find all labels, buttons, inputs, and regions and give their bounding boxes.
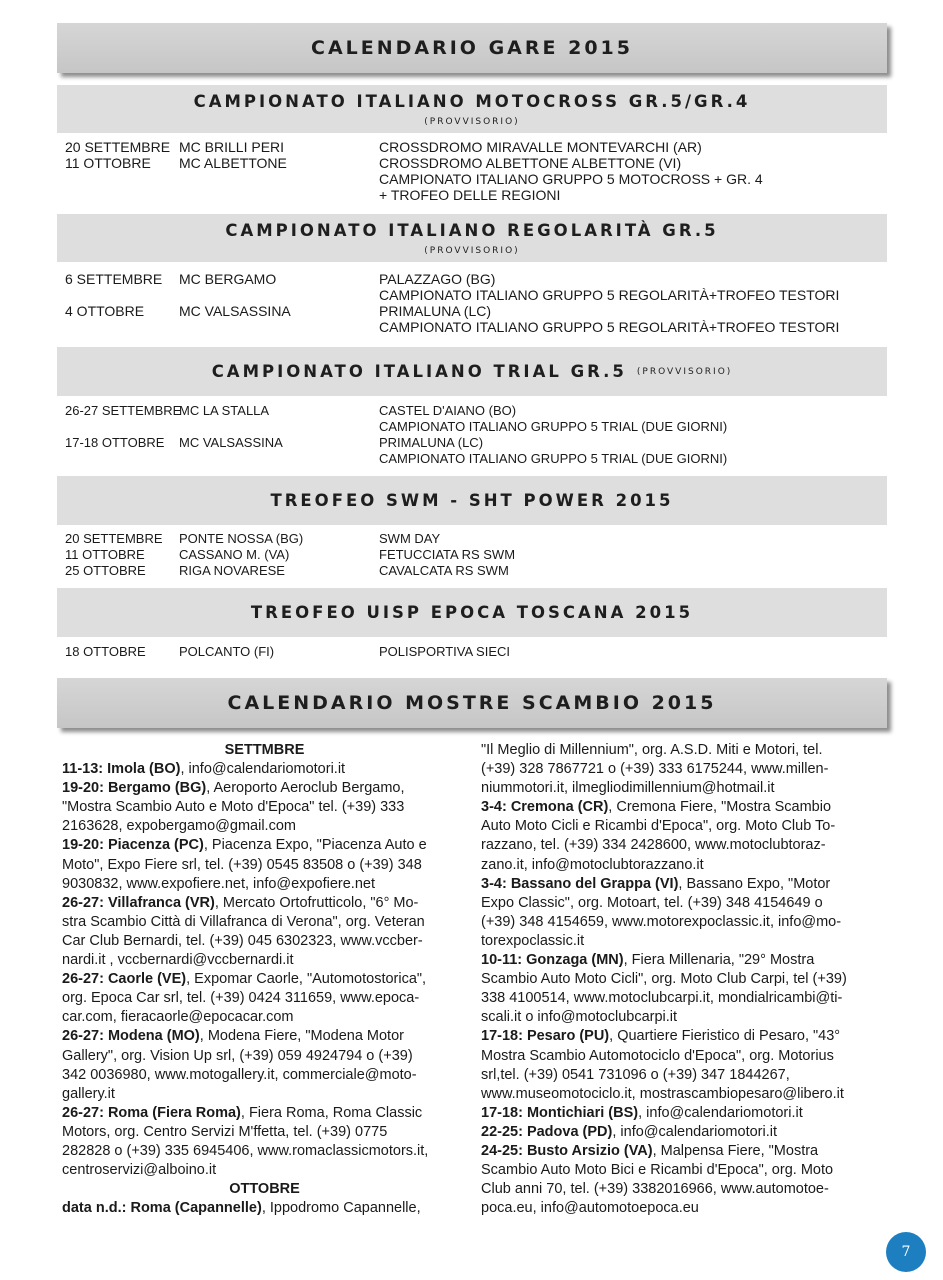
row-venue: CROSSDROMO ALBETTONE ALBETTONE (VI)	[379, 155, 682, 171]
text-line	[62, 1142, 467, 1161]
row-date: 25 OTTOBRE	[65, 563, 146, 578]
row-venue: SWM DAY	[379, 531, 441, 546]
table-row	[65, 287, 885, 303]
entry-text: (+39) 348 4154659, www.motorexpoclassic.it, info@mo-	[481, 913, 842, 930]
entry-text: , Fiera Millenaria, "29° Mostra	[623, 952, 815, 969]
row-venue: CAMPIONATO ITALIANO GRUPPO 5 TRIAL (DUE GIORNI)	[379, 451, 728, 466]
row-club: RIGA NOVARESE	[179, 563, 285, 578]
entry-text: centroservizi@alboino.it	[62, 1162, 217, 1179]
table-row	[65, 451, 885, 467]
row-club: MC BRILLI PERI	[179, 139, 285, 155]
text-line	[481, 1085, 886, 1104]
entry-text: Moto", Expo Fiere srl, tel. (+39) 0545 83508 o (+39) 348	[62, 856, 422, 873]
row-club	[179, 451, 379, 467]
text-line	[481, 932, 886, 951]
text-line	[481, 798, 886, 817]
table-row	[65, 403, 885, 419]
text-line	[481, 1199, 886, 1218]
table-row	[65, 171, 885, 187]
entry-text: , Cremona Fiere, "Mostra Scambio	[608, 799, 832, 816]
row-club	[179, 171, 379, 187]
row-venue: CAMPIONATO ITALIANO GRUPPO 5 REGOLARITÀ+TROFEO TESTORI	[379, 287, 840, 303]
entry-text: Gallery", org. Vision Up srl, (+39) 059 4924794 o (+39)	[62, 1047, 413, 1064]
entry-text: Auto Moto Cicli e Ricambi d'Epoca", org. Moto Club To-	[481, 818, 836, 835]
entry-text: , Fiera Roma, Roma Classic	[240, 1104, 423, 1121]
page-number: 7	[901, 1244, 911, 1260]
text-line	[481, 951, 886, 970]
entry-text: , info@calendariomotori.it	[612, 1123, 777, 1140]
text-line	[62, 970, 467, 989]
text-line	[481, 913, 886, 932]
mostre-left-column	[62, 741, 467, 1218]
text-line	[62, 932, 467, 951]
text-line	[62, 913, 467, 932]
section-subtitle: (PROVVISORIO)	[424, 246, 520, 256]
table-row	[65, 271, 885, 287]
entry-heading: 24-25: Busto Arsizio (VA)	[481, 1142, 653, 1159]
entry-heading: 19-20: Bergamo (BG)	[62, 780, 207, 797]
entry-heading: 26-27: Roma (Fiera Roma)	[62, 1104, 241, 1121]
text-line	[62, 1104, 467, 1123]
table-row	[65, 319, 885, 335]
text-line	[481, 1047, 886, 1066]
row-club: CASSANO M. (VA)	[179, 547, 290, 562]
entry-text: , Malpensa Fiere, "Mostra	[652, 1142, 819, 1159]
entry-heading: 26-27: Modena (MO)	[62, 1028, 200, 1045]
row-date	[65, 419, 179, 435]
row-venue: CASTEL D'AIANO (BO)	[379, 403, 517, 418]
entry-text: niummotori.it, ilmegliodimillennium@hotmail.it	[481, 780, 775, 797]
row-venue: POLISPORTIVA SIECI	[379, 644, 511, 659]
section-title: CAMPIONATO ITALIANO TRIAL GR.5	[211, 362, 627, 381]
entry-text: poca.eu, info@automotoepoca.eu	[481, 1200, 699, 1217]
row-venue: CROSSDROMO MIRAVALLE MONTEVARCHI (AR)	[379, 139, 702, 155]
section-trial-header	[57, 347, 887, 396]
text-line	[62, 798, 467, 817]
entry-text: razzano, tel. (+39) 334 2428600, www.motoclubtoraz-	[481, 837, 826, 854]
row-date	[65, 187, 179, 203]
row-venue: + TROFEO DELLE REGIONI	[379, 187, 561, 203]
text-line	[481, 1008, 886, 1027]
row-venue: PALAZZAGO (BG)	[379, 271, 496, 287]
text-line	[62, 1161, 467, 1180]
text-line	[62, 741, 467, 760]
entry-text: stra Scambio Città di Villafranca di Verona", org. Veteran	[62, 913, 425, 930]
entry-heading: 17-18: Montichiari (BS)	[481, 1104, 639, 1121]
text-line	[481, 875, 886, 894]
row-club: PONTE NOSSA (BG)	[179, 531, 304, 546]
text-line	[62, 836, 467, 855]
text-line	[62, 951, 467, 970]
page-number-badge	[886, 1232, 926, 1272]
table-row	[65, 547, 885, 563]
text-line	[62, 1066, 467, 1085]
row-venue: CAMPIONATO ITALIANO GRUPPO 5 REGOLARITÀ+TROFEO TESTORI	[379, 319, 840, 335]
text-line	[62, 760, 467, 779]
entry-text: "Mostra Scambio Auto e Moto d'Epoca" tel. (+39) 333	[62, 799, 405, 816]
entry-text: 342 0036980, www.motogallery.it, commerciale@moto-	[62, 1066, 417, 1083]
mostre-right-column	[481, 741, 886, 1218]
text-line	[481, 1142, 886, 1161]
entry-text: torexpoclassic.it	[481, 932, 585, 949]
section-title: CAMPIONATO ITALIANO MOTOCROSS GR.5/GR.4	[193, 92, 751, 111]
row-venue: CAMPIONATO ITALIANO GRUPPO 5 TRIAL (DUE GIORNI)	[379, 419, 728, 434]
entry-text: 9030832, www.expofiere.net, info@expofiere.net	[62, 875, 375, 892]
entry-text: nardi.it , vccbernardi@vccbernardi.it	[62, 952, 294, 969]
row-club: MC VALSASSINA	[179, 303, 291, 319]
text-line	[481, 1180, 886, 1199]
gare-banner	[57, 23, 887, 73]
entry-text: org. Epoca Car srl, tel. (+39) 0424 311659, www.epoca-	[62, 990, 420, 1007]
text-line	[62, 1085, 467, 1104]
row-date: 11 OTTOBRE	[65, 155, 151, 171]
text-line	[62, 1180, 467, 1199]
row-venue: PRIMALUNA (LC)	[379, 435, 484, 450]
text-line	[481, 1161, 886, 1180]
table-row	[65, 155, 885, 171]
table-row	[65, 303, 885, 319]
entry-text: Car Club Bernardi, tel. (+39) 045 6302323, www.vccber-	[62, 932, 423, 949]
entry-text: "Il Meglio di Millennium", org. A.S.D. Miti e Motori, tel.	[481, 742, 823, 758]
text-line	[481, 970, 886, 989]
row-date: 18 OTTOBRE	[65, 644, 146, 659]
entry-text: zano.it, info@motoclubtorazzano.it	[481, 856, 704, 873]
entry-text: , info@calendariomotori.it	[180, 761, 346, 778]
entry-heading: 26-27: Caorle (VE)	[62, 971, 187, 988]
entry-text: , Piacenza Expo, "Piacenza Auto e	[203, 837, 427, 854]
section-title: CAMPIONATO ITALIANO REGOLARITÀ GR.5	[225, 221, 719, 240]
entry-heading: 17-18: Pesaro (PU)	[481, 1028, 610, 1045]
row-date: 6 SETTEMBRE	[65, 271, 163, 287]
section-regolarita-header	[57, 214, 887, 262]
entry-text: 338 4100514, www.motoclubcarpi.it, mondialricambi@ti-	[481, 990, 843, 1007]
entry-text: , info@calendariomotori.it	[638, 1104, 803, 1121]
entry-text: , Quartiere Fieristico di Pesaro, "43°	[609, 1028, 841, 1045]
row-venue: CAVALCATA RS SWM	[379, 563, 509, 578]
row-club	[179, 419, 379, 435]
text-line	[62, 875, 467, 894]
mostre-title: CALENDARIO MOSTRE SCAMBIO 2015	[227, 692, 717, 714]
entry-text: www.museomotociclo.it, mostrascambiopesaro@libero.it	[481, 1085, 844, 1102]
section-title: TREOFEO SWM - SHT POWER 2015	[270, 491, 674, 510]
text-line	[481, 856, 886, 875]
entry-heading: 22-25: Padova (PD)	[481, 1123, 613, 1140]
entry-text: , Aeroporto Aeroclub Bergamo,	[206, 780, 405, 797]
row-date: 26-27 SETTEMBRE	[65, 403, 182, 418]
text-line	[62, 856, 467, 875]
section-uisp-header	[57, 588, 887, 637]
entry-heading: 19-20: Piacenza (PC)	[62, 837, 204, 854]
entry-heading: 10-11: Gonzaga (MN)	[481, 952, 624, 969]
uisp-table	[65, 644, 885, 660]
row-date: 20 SETTEMBRE	[65, 531, 163, 546]
row-venue: CAMPIONATO ITALIANO GRUPPO 5 MOTOCROSS + GR. 4	[379, 171, 763, 187]
table-row	[65, 644, 885, 660]
row-date	[65, 171, 179, 187]
table-row	[65, 419, 885, 435]
text-line	[481, 741, 886, 760]
gare-title: CALENDARIO GARE 2015	[311, 37, 633, 59]
text-line	[481, 989, 886, 1008]
entry-text: , Mercato Ortofrutticolo, "6° Mo-	[214, 894, 419, 911]
section-subtitle: (PROVVISORIO)	[636, 366, 733, 377]
row-date: 4 OTTOBRE	[65, 303, 145, 319]
swm-table	[65, 531, 885, 579]
text-line	[62, 1199, 467, 1218]
entry-text: 282828 o (+39) 335 6945406, www.romaclassicmotors.it,	[62, 1142, 429, 1159]
text-line	[481, 1104, 886, 1123]
table-row	[65, 187, 885, 203]
entry-text: (+39) 328 7867721 o (+39) 333 6175244, www.millen-	[481, 761, 829, 778]
text-line	[62, 1123, 467, 1142]
entry-heading: 3-4: Bassano del Grappa (VI)	[481, 875, 679, 892]
text-line	[481, 760, 886, 779]
text-line	[62, 989, 467, 1008]
mostre-banner	[57, 678, 887, 728]
text-line	[62, 894, 467, 913]
entry-text: Mostra Scambio Automotociclo d'Epoca", org. Motorius	[481, 1047, 834, 1064]
row-club: MC VALSASSINA	[179, 435, 283, 450]
entry-text: Expo Classic", org. Motoart, tel. (+39) 348 4154649 o	[481, 894, 823, 911]
entry-heading: data n.d.: Roma (Capannelle)	[62, 1200, 262, 1217]
entry-text: srl,tel. (+39) 0541 731096 o (+39) 347 1844267,	[481, 1066, 790, 1083]
entry-heading: 11-13: Imola (BO)	[62, 761, 181, 778]
row-date	[65, 451, 179, 467]
table-row	[65, 435, 885, 451]
entry-text: , Bassano Expo, "Motor	[678, 875, 831, 892]
entry-text: Club anni 70, tel. (+39) 3382016966, www.automotoe-	[481, 1181, 829, 1198]
entry-text: Motors, org. Centro Servizi M'ffetta, tel. (+39) 0775	[62, 1123, 388, 1140]
entry-text: 2163628, expobergamo@gmail.com	[62, 818, 296, 835]
entry-text: , Expomar Caorle, "Automotostorica",	[186, 971, 427, 988]
text-line	[481, 894, 886, 913]
text-line	[481, 779, 886, 798]
table-row	[65, 531, 885, 547]
table-row	[65, 139, 885, 155]
text-line	[481, 817, 886, 836]
entry-text: gallery.it	[62, 1085, 115, 1102]
row-date: 17-18 OTTOBRE	[65, 435, 165, 450]
text-line	[481, 836, 886, 855]
text-line	[481, 1123, 886, 1142]
section-title: TREOFEO UISP EPOCA TOSCANA 2015	[250, 603, 694, 622]
row-venue: FETUCCIATA RS SWM	[379, 547, 516, 562]
row-club: POLCANTO (FI)	[179, 644, 275, 659]
table-row	[65, 563, 885, 579]
entry-text: car.com, fieracaorle@epocacar.com	[62, 1009, 294, 1026]
text-line	[62, 1027, 467, 1046]
entry-heading: 3-4: Cremona (CR)	[481, 799, 609, 816]
entry-text: , Ippodromo Capannelle,	[261, 1200, 421, 1217]
row-date: 20 SETTEMBRE	[65, 139, 171, 155]
entry-heading: OTTOBRE	[229, 1181, 300, 1198]
section-swm-header	[57, 476, 887, 525]
row-club: MC ALBETTONE	[179, 155, 287, 171]
text-line	[62, 817, 467, 836]
text-line	[62, 1047, 467, 1066]
row-date	[65, 287, 179, 303]
row-date: 11 OTTOBRE	[65, 547, 145, 562]
entry-text: Scambio Auto Moto Bici e Ricambi d'Epoca", org. Moto	[481, 1162, 834, 1179]
text-line	[62, 1008, 467, 1027]
entry-text: , Modena Fiere, "Modena Motor	[199, 1028, 404, 1045]
row-club	[179, 319, 379, 335]
row-venue: PRIMALUNA (LC)	[379, 303, 492, 319]
section-motocross-header	[57, 85, 887, 133]
text-line	[481, 1066, 886, 1085]
row-club: MC LA STALLA	[179, 403, 270, 418]
motocross-table	[65, 139, 885, 203]
entry-heading: SETTMBRE	[224, 742, 305, 758]
row-date	[65, 319, 179, 335]
regolarita-table	[65, 271, 885, 335]
entry-heading: 26-27: Villafranca (VR)	[62, 894, 215, 911]
entry-text: scali.it o info@motoclubcarpi.it	[481, 1009, 678, 1026]
text-line	[62, 779, 467, 798]
text-line	[481, 1027, 886, 1046]
section-subtitle: (PROVVISORIO)	[424, 117, 520, 127]
row-club: MC BERGAMO	[179, 271, 277, 287]
trial-table	[65, 403, 885, 467]
entry-text: Scambio Auto Moto Cicli", org. Moto Club Carpi, tel (+39)	[481, 971, 847, 988]
row-club	[179, 187, 379, 203]
row-club	[179, 287, 379, 303]
